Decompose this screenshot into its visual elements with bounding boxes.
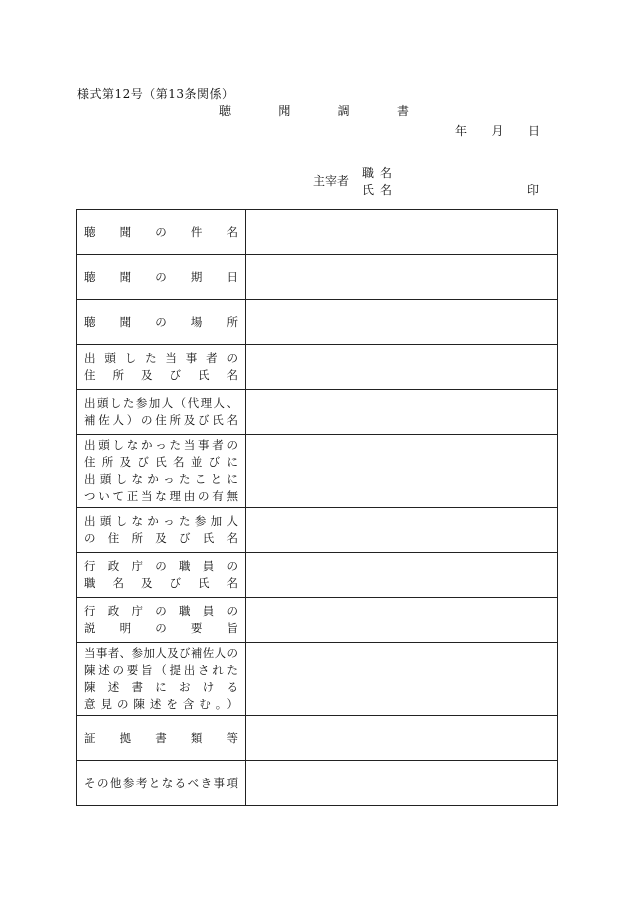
table-row [77, 508, 558, 553]
row-label-cell [77, 761, 246, 806]
row-label-line: その他参考となるべき事項 [84, 775, 238, 790]
row-label-line: 住所及び氏名並びに [84, 455, 238, 469]
row-label-cell [77, 598, 246, 643]
name-label: 氏名 [362, 183, 399, 197]
row-label-cell [77, 716, 246, 761]
row-value-cell[interactable] [246, 643, 558, 716]
title-char: 書 [396, 104, 409, 118]
row-label-line: ついて正当な理由の有無 [84, 489, 238, 503]
row-label-cell [77, 508, 246, 553]
row-label-line: 証拠書類等 [84, 730, 238, 745]
row-label-line: 聴聞の件名 [84, 224, 238, 239]
row-label-cell [77, 345, 246, 390]
table-row [77, 255, 558, 300]
table-row [77, 390, 558, 435]
row-label-line: 説明の要旨 [84, 621, 238, 635]
row-label-line: 聴聞の場所 [84, 314, 238, 329]
row-value-cell[interactable] [246, 553, 558, 598]
position-label: 職名 [362, 166, 399, 180]
row-label-line: 出頭しなかった参加人 [84, 514, 238, 528]
table-row [77, 553, 558, 598]
title-char: 調 [337, 104, 350, 118]
seal-label: 印 [527, 183, 540, 197]
hearing-record-table [76, 209, 558, 806]
title-char: 聴 [219, 104, 232, 118]
table-row [77, 210, 558, 255]
row-value-cell[interactable] [246, 345, 558, 390]
table-row [77, 300, 558, 345]
row-label-cell [77, 643, 246, 716]
presider-label: 主宰者 [313, 174, 350, 188]
table-row [77, 761, 558, 806]
row-label-cell [77, 553, 246, 598]
date-month-label: 月 [491, 124, 504, 138]
row-label-line: の住所及び氏名 [84, 531, 238, 545]
table-row [77, 345, 558, 390]
row-label-line: 陳述の要旨（提出された [84, 663, 238, 677]
row-value-cell[interactable] [246, 210, 558, 255]
row-value-cell[interactable] [246, 508, 558, 553]
row-value-cell[interactable] [246, 255, 558, 300]
row-label-line: 陳述書における [84, 680, 238, 694]
row-label-line: 出頭した参加人（代理人、 [84, 396, 238, 410]
row-label-line: 補佐人）の住所及び氏名 [84, 413, 238, 427]
row-label-line: 出頭しなかったことに [84, 472, 238, 486]
table-row [77, 435, 558, 508]
row-label-line: 住所及び氏名 [84, 368, 238, 382]
row-label-line: 聴聞の期日 [84, 269, 238, 284]
title-char: 聞 [278, 104, 291, 118]
row-label-cell [77, 435, 246, 508]
row-label-line: 当事者、参加人及び補佐人の [84, 646, 238, 660]
row-value-cell[interactable] [246, 435, 558, 508]
row-value-cell[interactable] [246, 390, 558, 435]
row-label-cell [77, 210, 246, 255]
form-number-label: 様式第12号（第13条関係） [77, 87, 235, 101]
row-label-cell [77, 390, 246, 435]
table-row [77, 643, 558, 716]
date-day-label: 日 [527, 124, 540, 138]
table-row [77, 598, 558, 643]
document-title [219, 102, 409, 119]
date-line [455, 122, 540, 139]
row-label-cell [77, 255, 246, 300]
row-label-line: 行政庁の職員の [84, 559, 238, 573]
date-year-label: 年 [455, 124, 468, 138]
row-value-cell[interactable] [246, 598, 558, 643]
row-label-line: 出頭しなかった当事者の [84, 438, 238, 452]
row-label-line: 出頭した当事者の [84, 351, 238, 365]
row-value-cell[interactable] [246, 761, 558, 806]
row-value-cell[interactable] [246, 716, 558, 761]
row-label-line: 行政庁の職員の [84, 604, 238, 618]
table-row [77, 716, 558, 761]
row-value-cell[interactable] [246, 300, 558, 345]
row-label-cell [77, 300, 246, 345]
row-label-line: 職名及び氏名 [84, 576, 238, 590]
row-label-line: 意見の陳述を含む。） [84, 697, 238, 711]
